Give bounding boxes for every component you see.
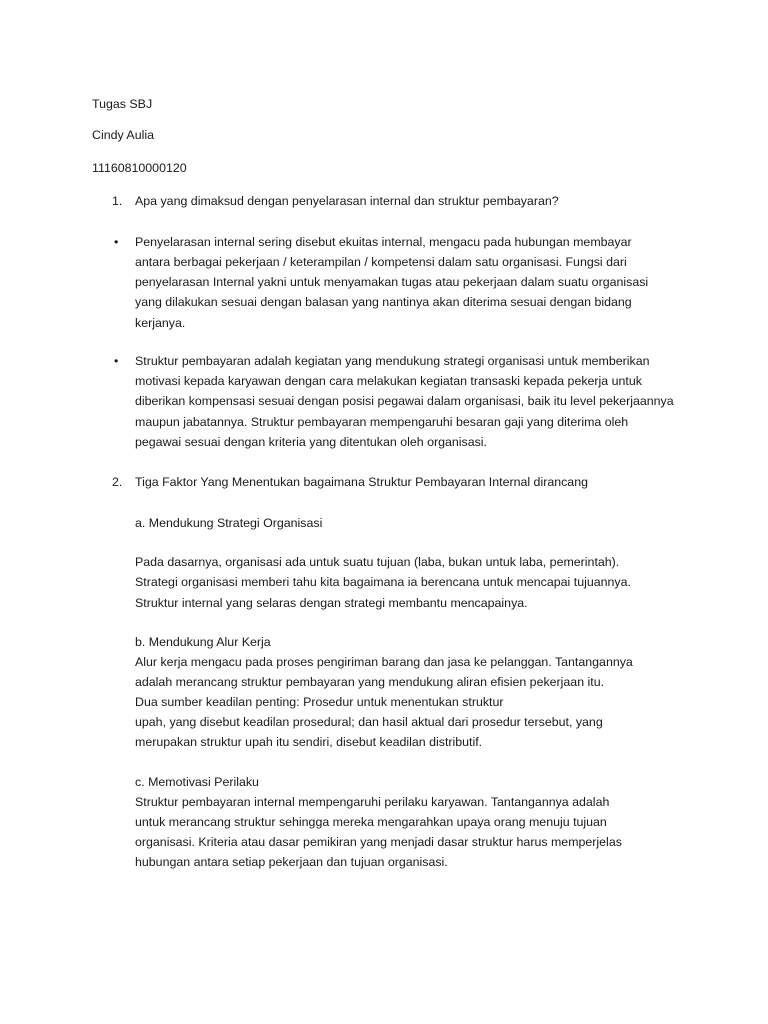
paragraph-line: merupakan struktur upah itu sendiri, disebut keadilan distributif. [135,735,483,749]
paragraph-line: yang dilakukan sesuai dengan balasan yang nantinya akan diterima sesuai dengan bidang [135,295,632,309]
bullet-2: • [114,354,119,368]
paragraph-line: Struktur internal yang selaras dengan strategi membantu mencapainya. [135,596,528,610]
student-id: 11160810000120 [92,161,187,175]
section-b-heading: b. Mendukung Alur Kerja [135,635,271,649]
paragraph-line: Pada dasarnya, organisasi ada untuk suatu tujuan (laba, bukan untuk laba, pemerintah). [135,555,620,569]
paragraph-line: motivasi kepada karyawan dengan cara melakukan kegiatan transaski kepada pekerja untuk [135,374,642,388]
question-2-text: Tiga Faktor Yang Menentukan bagaimana Struktur Pembayaran Internal dirancang [135,475,588,489]
question-1-number: 1. [112,194,123,208]
section-a-heading: a. Mendukung Strategi Organisasi [135,516,323,530]
paragraph-line: Penyelarasan internal sering disebut ekuitas internal, mengacu pada hubungan membayar [135,235,632,249]
paragraph-line: organisasi. Kriteria atau dasar pemikiran yang menjadi dasar struktur harus memperjelas [135,835,622,849]
question-1-text: Apa yang dimaksud dengan penyelarasan internal dan struktur pembayaran? [135,194,559,208]
paragraph-line: diberikan kompensasi sesuai dengan posisi pegawai dalam organisasi, baik itu level pekerjaannya [135,394,674,408]
author-name: Cindy Aulia [92,128,154,142]
paragraph-line: upah, yang disebut keadilan prosedural; dan hasil aktual dari prosedur tersebut, yang [135,715,603,729]
paragraph-line: Struktur pembayaran internal mempengaruhi perilaku karyawan. Tantangannya adalah [135,795,610,809]
question-2-number: 2. [112,475,123,489]
bullet-1: • [114,235,119,249]
section-c-heading: c. Memotivasi Perilaku [135,775,259,789]
paragraph-line: Dua sumber keadilan penting: Prosedur untuk menentukan struktur [135,695,504,709]
paragraph-line: kerjanya. [135,316,186,330]
paragraph-line: maupun jabatannya. Struktur pembayaran mempengaruhi besaran gaji yang diterima oleh [135,415,629,429]
paragraph-line: pegawai sesuai dengan kriteria yang ditentukan oleh organisasi. [135,435,487,449]
paragraph-line: Struktur pembayaran adalah kegiatan yang mendukung strategi organisasi untuk memberikan [135,354,650,368]
paragraph-line: penyelarasan Internal yakni untuk menyamakan tugas atau pekerjaan dalam suatu organisasi [135,275,649,289]
paragraph-line: untuk merancang struktur sehingga mereka mengarahkan upaya orang menuju tujuan [135,815,607,829]
paragraph-line: antara berbagai pekerjaan / keterampilan / kompetensi dalam satu organisasi. Fungsi dari [135,255,627,269]
paragraph-line: Strategi organisasi memberi tahu kita bagaimana ia berencana untuk mencapai tujuannya. [135,575,631,589]
document-title: Tugas SBJ [92,97,153,111]
paragraph-line: hubungan antara setiap pekerjaan dan tujuan organisasi. [135,855,448,869]
paragraph-line: Alur kerja mengacu pada proses pengiriman barang dan jasa ke pelanggan. Tantangannya [135,655,633,669]
paragraph-line: adalah merancang struktur pembayaran yang mendukung aliran efisien pekerjaan itu. [135,675,605,689]
